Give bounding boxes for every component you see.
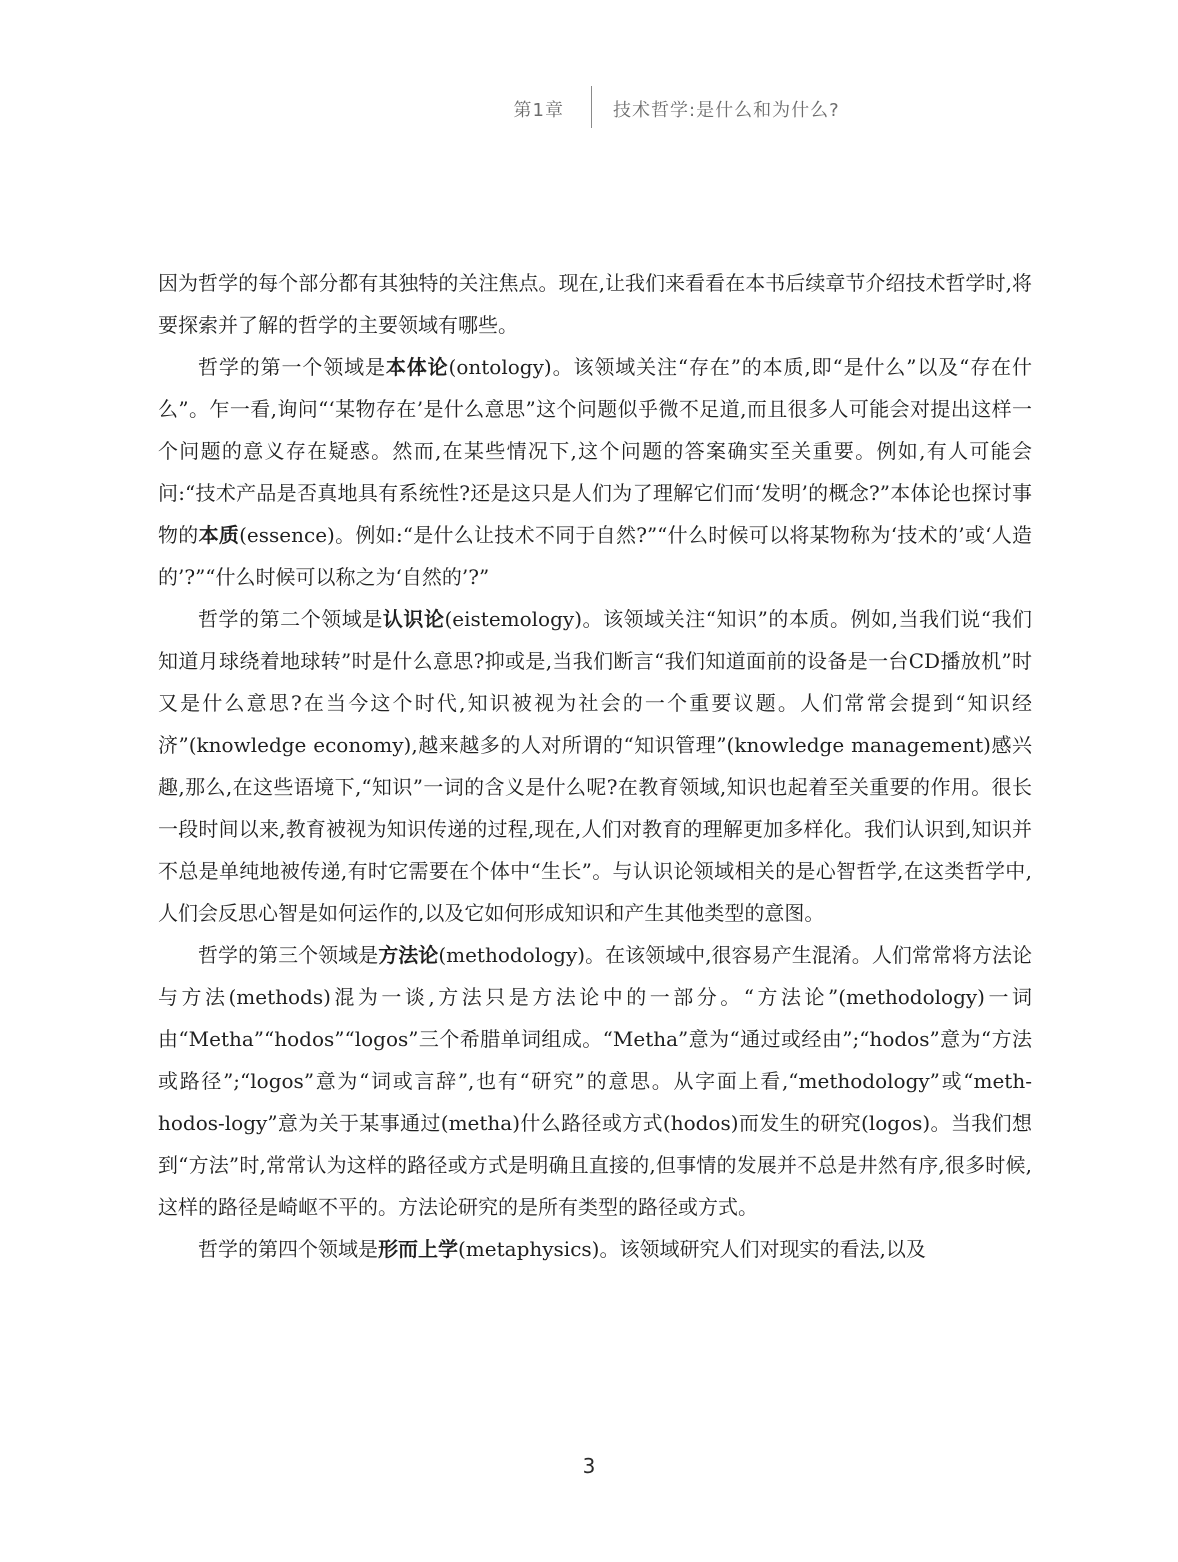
paragraph-metaphysics	[158, 1228, 1032, 1270]
paragraph-text: (ontology)。该领域关注“存在”的本质,即“是什么”以及“存在什么”。乍一看,询问“‘某物存在’是什么意思”这个问题似乎微不足道,而且很多人可能会对提出这样一个问题的意义存在疑惑。然而,在某些情况下,这个问题的答案确实至关重要。例如,有人可能会问:“技术产品是否真地具有系统性?还是这只是人们为了理解它们而‘发明’的概念?”本体论也探讨事物的	[158, 355, 1033, 547]
term-methodology: 方法论	[378, 943, 439, 967]
paragraph-text: (eistemology)。该领域关注“知识”的本质。例如,当我们说“我们知道月球绕着地球转”时是什么意思?抑或是,当我们断言“我们知道面前的设备是一台CD播放机”时又是什么意思?在当今这个时代,知识被视为社会的一个重要议题。人们常常会提到“知识经济”(knowledge economy),越来越多的人对所谓的“知识管理”(knowledge management)感兴趣,那么,在这些语境下,“知识”一词的含义是什么呢?在教育领域,知识也起着至关重要的作用。很长一段时间以来,教育被视为知识传递的过程,现在,人们对教育的理解更加多样化。我们认识到,知识并不总是单纯地被传递,有时它需要在个体中“生长”。与认识论领域相关的是心智哲学,在这类哲学中,人们会反思心智是如何运作的,以及它如何形成知识和产生其他类型的意图。	[158, 607, 1032, 925]
paragraph-text: (metaphysics)。该领域研究人们对现实的看法,以及	[458, 1237, 926, 1261]
paragraph-text: (essence)。例如:“是什么让技术不同于自然?”“什么时候可以将某物称为‘技术的’或‘人造的’?”“什么时候可以称之为‘自然的’?”	[158, 523, 1033, 589]
term-essence: 本质	[198, 523, 240, 547]
page-number: 3	[582, 1454, 596, 1478]
header-divider	[591, 86, 592, 128]
paragraph-ontology	[158, 346, 1032, 598]
chapter-label: 第1章	[513, 100, 564, 121]
chapter-title: 技术哲学:是什么和为什么?	[613, 100, 840, 121]
paragraph-text: 哲学的第二个领域是	[198, 607, 383, 631]
paragraph-text: 哲学的第一个领域是	[198, 355, 386, 379]
running-header	[0, 86, 1178, 132]
body-text	[158, 262, 1032, 1270]
paragraph-methodology	[158, 934, 1032, 1228]
paragraph-text: 哲学的第四个领域是	[198, 1237, 378, 1261]
paragraph-text: 因为哲学的每个部分都有其独特的关注焦点。现在,让我们来看看在本书后续章节介绍技术哲学时,将要探索并了解的哲学的主要领域有哪些。	[158, 271, 1032, 337]
paragraph-continued	[158, 262, 1032, 346]
term-epistemology: 认识论	[382, 607, 445, 631]
paragraph-text: (methodology)。在该领域中,很容易产生混淆。人们常常将方法论与方法(methods)混为一谈,方法只是方法论中的一部分。“方法论”(methodology)一词由“Metha”“hodos”“logos”三个希腊单词组成。“Metha”意为“通过或经由”;“hodos”意为“方法或路径”;“logos”意为“词或言辞”,也有“研究”的意思。从字面上看,“methodology”或“meth-hodos-logy”意为关于某事通过(metha)什么路径或方式(hodos)而发生的研究(logos)。当我们想到“方法”时,常常认为这样的路径或方式是明确且直接的,但事情的发展并不总是井然有序,很多时候,这样的路径是崎岖不平的。方法论研究的是所有类型的路径或方式。	[158, 943, 1033, 1219]
term-metaphysics: 形而上学	[378, 1237, 458, 1261]
term-ontology: 本体论	[385, 355, 449, 379]
paragraph-epistemology	[158, 598, 1032, 934]
paragraph-text: 哲学的第三个领域是	[198, 943, 379, 967]
